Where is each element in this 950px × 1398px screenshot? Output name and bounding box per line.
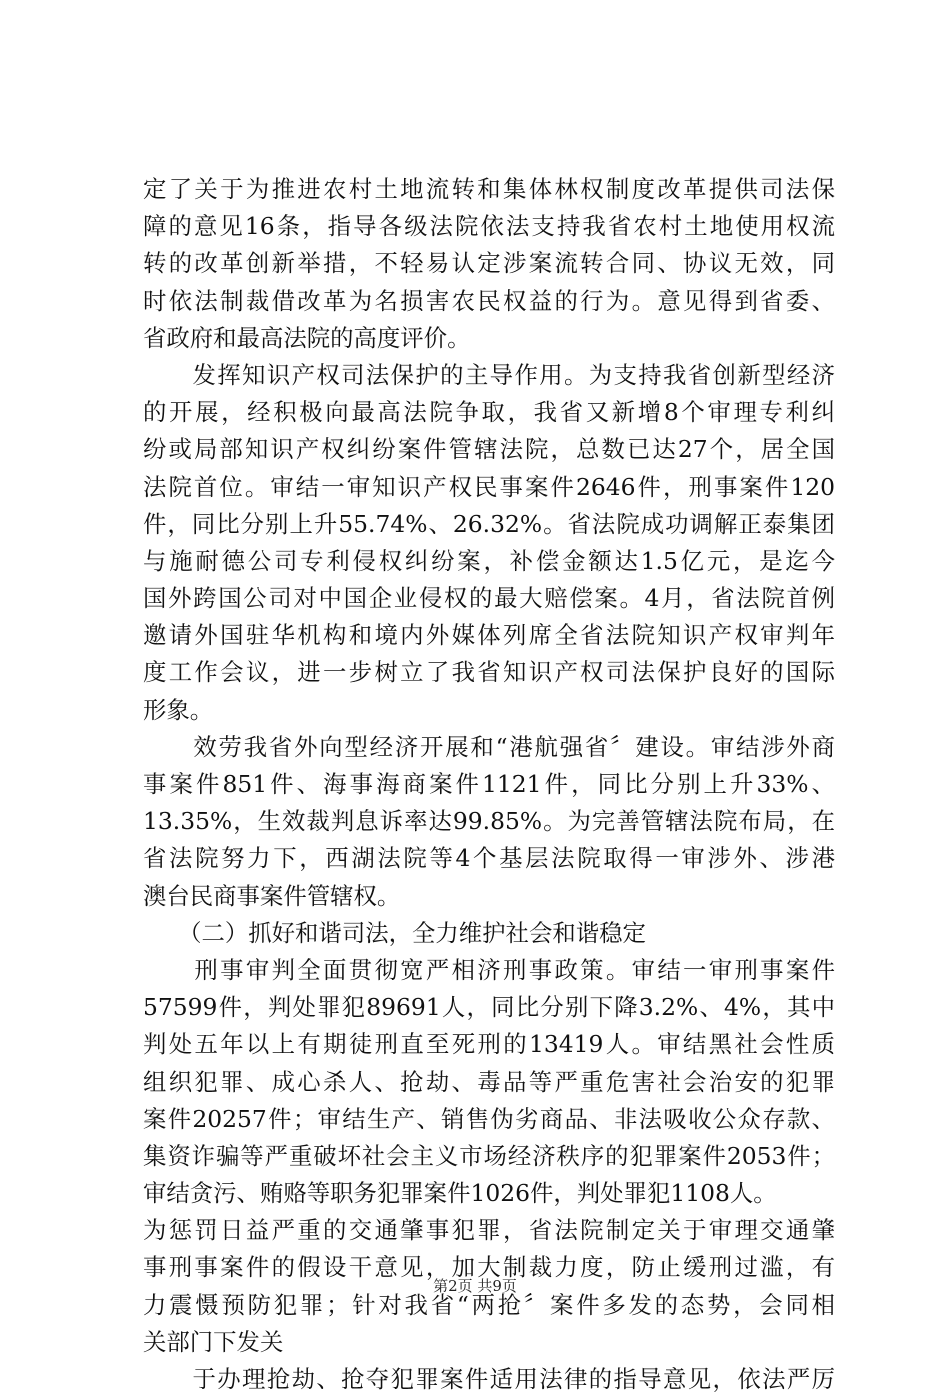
text-line: 度工作会议，进一步树立了我省知识产权司法保护良好的国际 [143,658,835,687]
text-line: 省法院努力下，西湖法院等4个基层法院取得一审涉外、涉港 [143,844,835,873]
text-line: （二）抓好和谐司法，全力维护社会和谐稳定 [143,918,646,947]
text-line: 案件20257件；审结生产、销售伪劣商品、非法吸收公众存款、 [143,1104,835,1133]
document-body [143,171,835,1398]
text-line: 13.35%，生效裁判息诉率达99.85%。为完善管辖法院布局，在 [143,807,835,836]
text-line: 于办理抢劫、抢夺犯罪案件适用法律的指导意见，依法严厉 [143,1365,835,1393]
text-line: 省政府和最高法院的高度评价。 [143,323,471,352]
text-line: 事案件851件、海事海商案件1121件，同比分别上升33%、 [143,770,835,798]
text-line: 国外跨国公司对中国企业侵权的最大赔偿案。4月，省法院首例 [143,584,835,613]
text-line: 法院首位。审结一审知识产权民事案件2646件，刑事案件120 [143,472,835,501]
text-line: 时依法制裁借改革为名损害农民权益的行为。意见得到省委、 [143,286,835,315]
text-line: 刑事审判全面贯彻宽严相济刑事政策。审结一审刑事案件 [143,955,835,984]
page-footer [0,1276,950,1296]
text-line: 障的意见16条，指导各级法院依法支持我省农村土地使用权流 [143,212,835,241]
text-line: 集资诈骗等严重破坏社会主义市场经济秩序的犯罪案件2053件； [143,1141,835,1170]
page-number-label: 第2页 共9页 [433,1277,517,1295]
text-line: 57599件，判处罪犯89691人，同比分别下降3.2%、4%，其中 [143,993,835,1022]
text-line: 形象。 [143,695,214,724]
text-line: 定了关于为推进农村土地流转和集体林权制度改革提供司法保 [143,175,835,203]
text-line: 件，同比分别上升55.74%、26.32%。省法院成功调解正泰集团 [143,509,835,538]
text-line: 判处五年以上有期徒刑直至死刑的13419人。审结黑社会性质 [143,1030,835,1059]
text-line: 与施耐德公司专利侵权纠纷案，补偿金额达1.5亿元，是迄今 [143,546,835,575]
text-line: 发挥知识产权司法保护的主导作用。为支持我省创新型经济 [143,360,835,389]
text-line: 事刑事案件的假设干意见，加大制裁力度，防止缓刑过滥，有 [143,1253,835,1282]
text-line: 组织犯罪、成心杀人、抢劫、毒品等严重危害社会治安的犯罪 [143,1067,835,1096]
text-line: 为惩罚日益严重的交通肇事犯罪，省法院制定关于审理交通肇 [143,1216,835,1245]
text-line: 澳台民商事案件管辖权。 [143,881,401,910]
text-line: 效劳我省外向型经济开展和“港航强省〞建设。审结涉外商 [143,732,835,761]
text-line: 关部门下发关 [143,1327,284,1356]
text-line: 纷或局部知识产权纠纷案件管辖法院，总数已达27个，居全国 [143,435,835,464]
text-line: 的开展，经积极向最高法院争取，我省又新增8个审理专利纠 [143,398,835,427]
text-line: 力震慑预防犯罪；针对我省“两抢〞案件多发的态势，会同相 [143,1290,835,1319]
text-line: 审结贪污、贿赂等职务犯罪案件1026件，判处罪犯1108人。 [143,1179,777,1208]
text-line: 邀请外国驻华机构和境内外媒体列席全省法院知识产权审判年 [143,621,835,650]
text-line: 转的改革创新举措，不轻易认定涉案流转合同、协议无效，同 [143,249,835,278]
